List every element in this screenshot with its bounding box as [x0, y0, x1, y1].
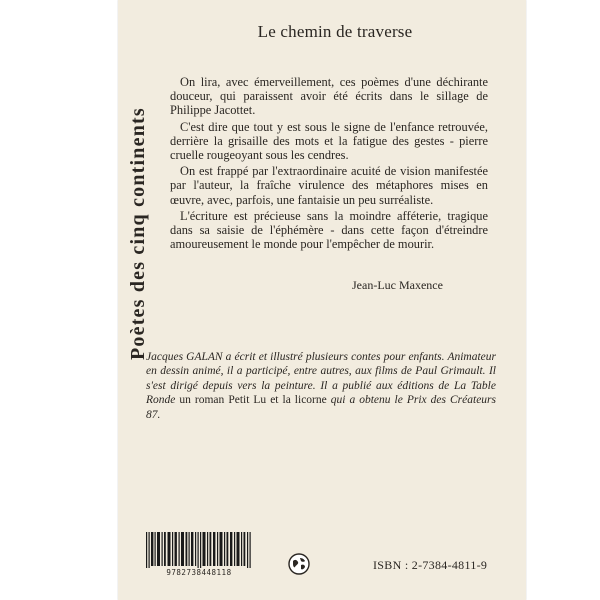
bio-publisher: La Table Ronde: [146, 379, 496, 407]
review-paragraph: C'est dire que tout y est sous le signe de l'enfance retrouvée, derrière la grisaille des mots et la fatigue des gestes - pierre cruelle rougeoyant sous les cendres.: [170, 119, 488, 163]
back-cover: [118, 0, 526, 600]
author-bio: [146, 350, 496, 422]
bio-text: un roman: [175, 394, 229, 407]
book-title: Le chemin de traverse: [257, 22, 413, 41]
bio-text: Jacques GALAN a écrit et illustré plusieurs contes pour enfants. Animateur en dessin animé, il a participé, entre autres, aux films de Paul Grimault. Il s'est dirigé depuis vers la peinture. Il a publié aux éditions de: [146, 351, 496, 392]
bio-book-title: Petit Lu et la licorne: [228, 394, 327, 407]
review-paragraph: On est frappé par l'extraordinaire acuité de vision manifestée par l'auteur, la fraîche virulence des métaphores mises en œuvre, avec, parfois, une fantaisie un peu surréaliste.: [170, 164, 488, 207]
collection-name: Poètes des cinq continents: [127, 107, 149, 360]
barcode-number: 9782738448118: [166, 568, 232, 577]
review-paragraph: On lira, avec émerveillement, ces poèmes d'une déchirante douceur, qui paraissent avoir été écrits dans le sillage de Philippe Jacottet.: [170, 75, 488, 118]
review-author: Jean-Luc Maxence: [352, 278, 443, 292]
review-paragraph: L'écriture est précieuse sans la moindre afféterie, tragique dans sa saisie de l'éphémère - dans cette façon d'étreindre amoureusement le monde pour l'empêcher de mourir.: [170, 208, 488, 252]
barcode: [144, 532, 254, 568]
review-text: [170, 75, 488, 253]
globe-icon: [288, 553, 310, 575]
isbn: ISBN : 2-7384-4811-9: [373, 558, 488, 572]
bio-text: qui a obtenu le Prix des Créateurs 87.: [146, 394, 496, 421]
